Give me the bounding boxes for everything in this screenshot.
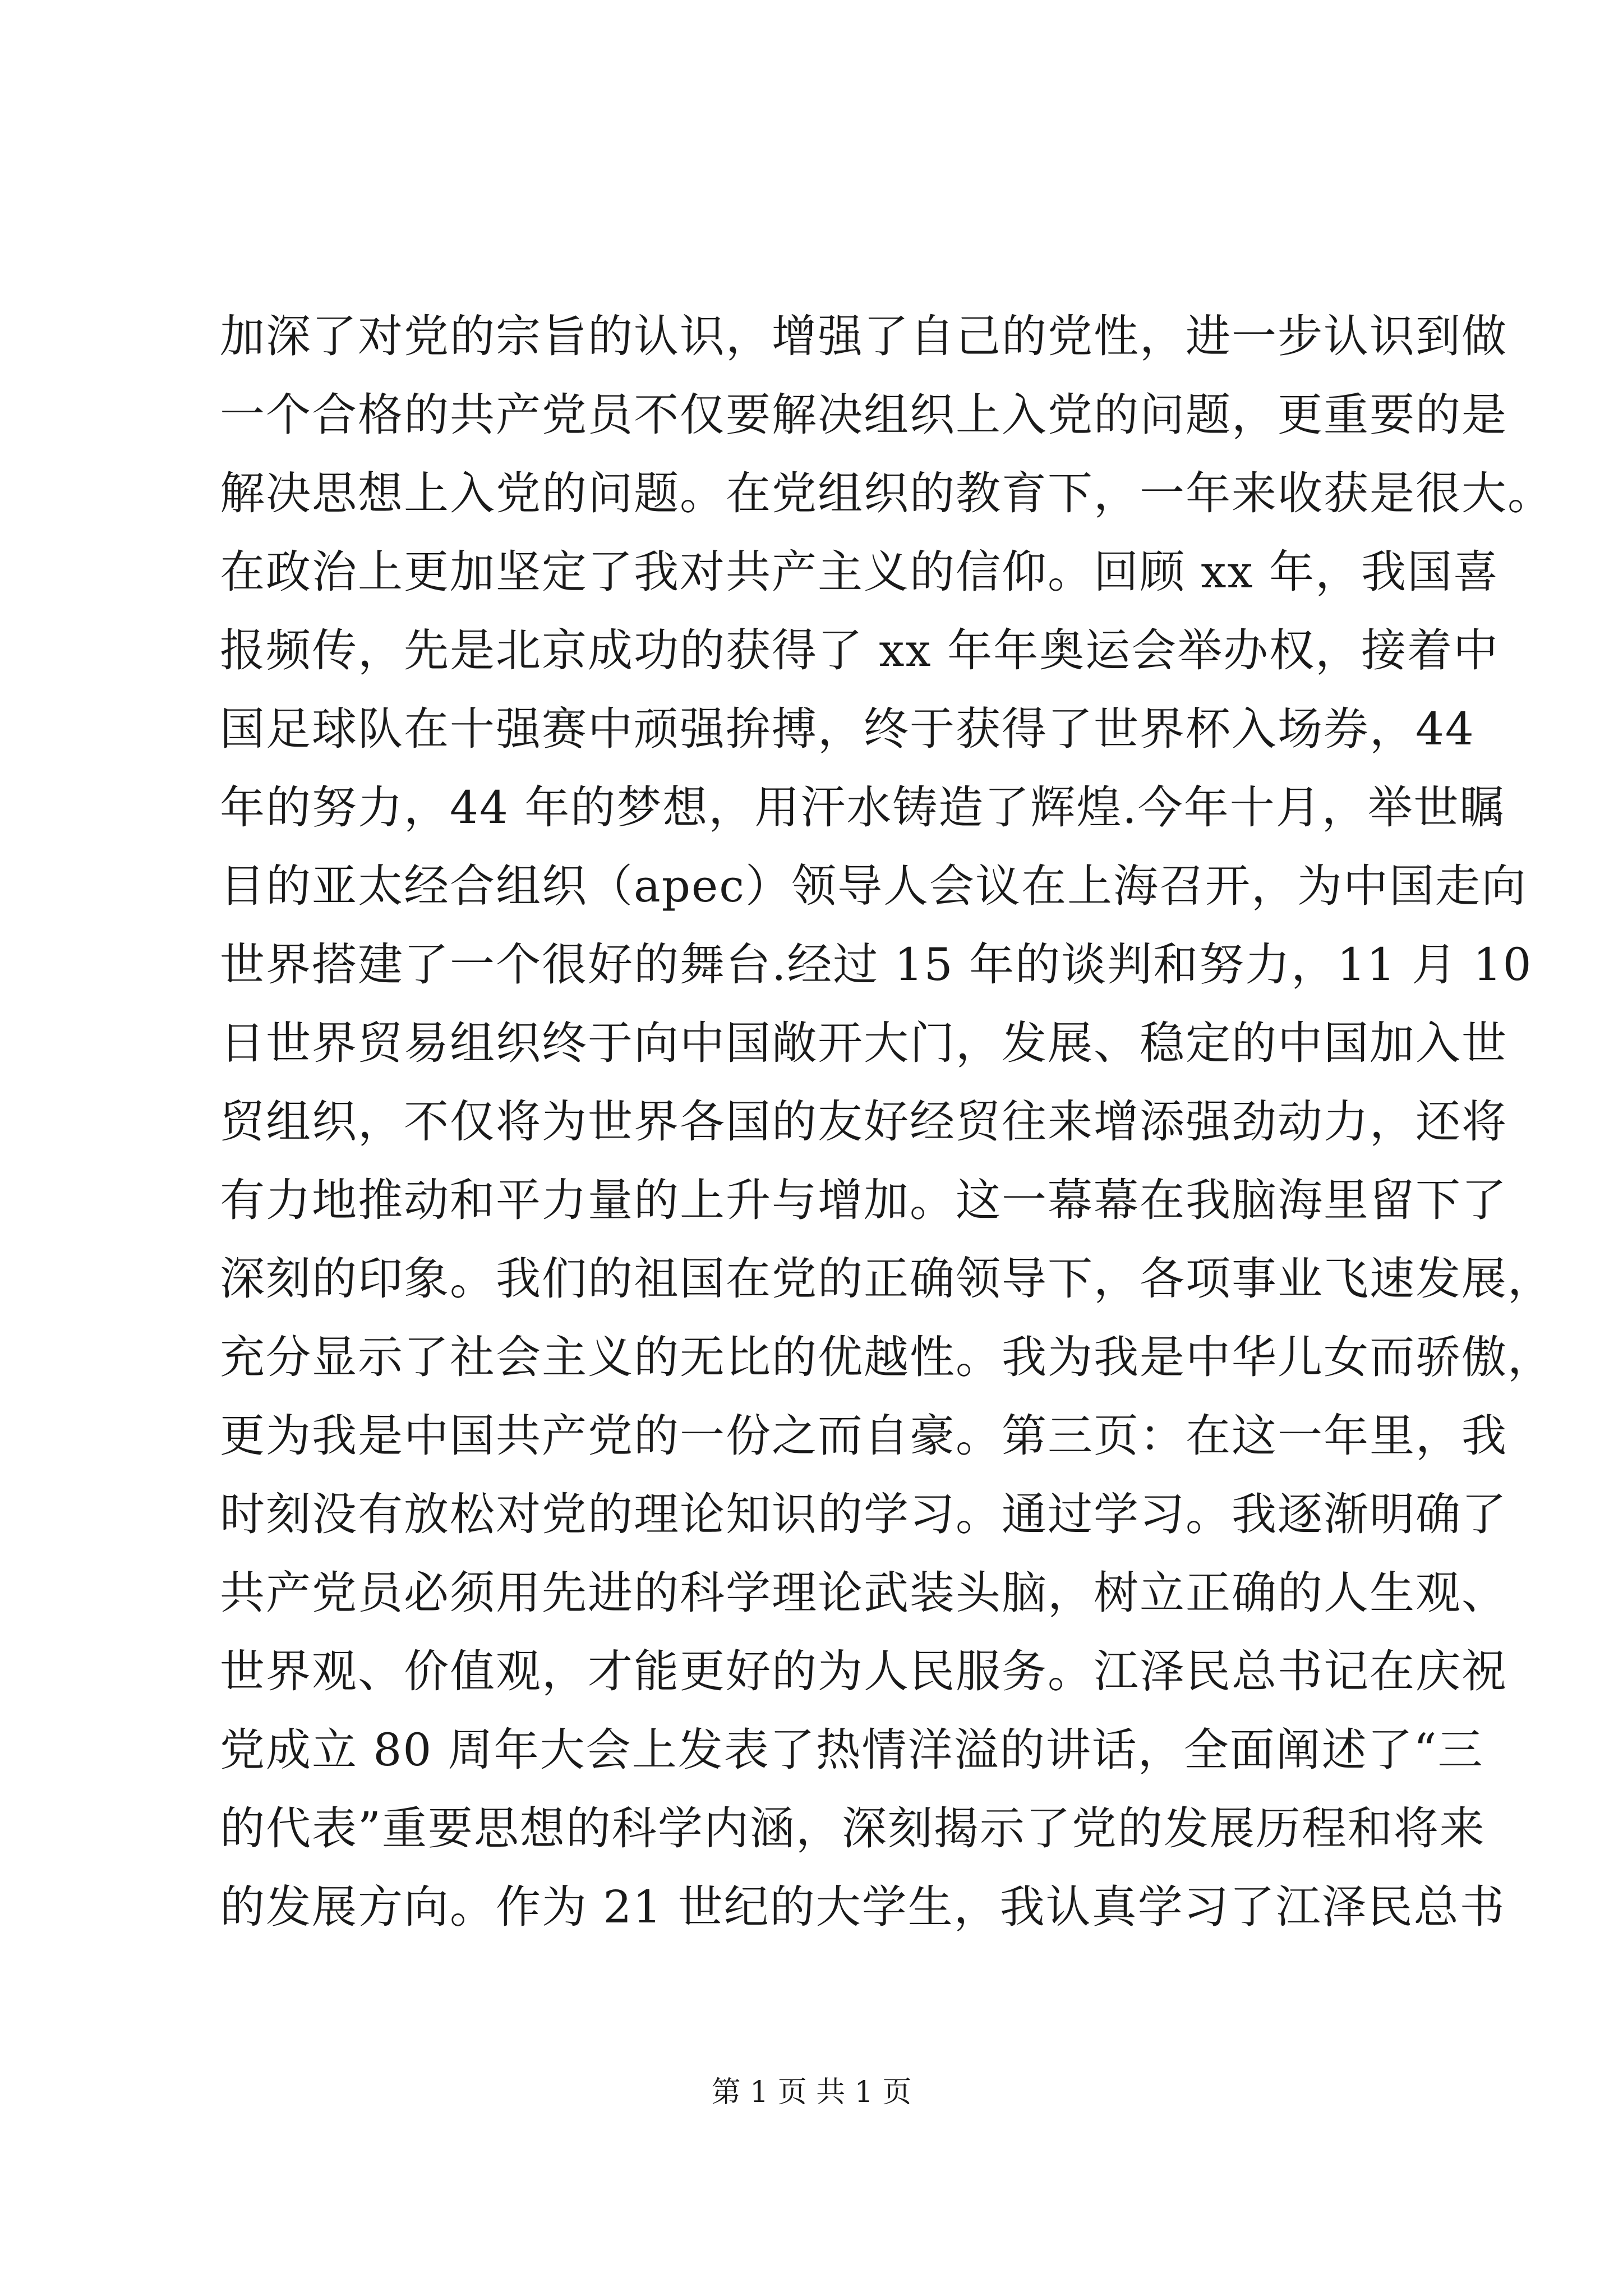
text-line: 在政治上更加坚定了我对共产主义的信仰。回顾 xx 年，我国喜 xyxy=(220,546,1500,598)
text-line: 有力地推动和平力量的上升与增加。这一幕幕在我脑海里留下了 xyxy=(220,1174,1507,1226)
body-text xyxy=(220,297,1553,1947)
page-footer xyxy=(0,2070,1623,2115)
text-line: 世界搭建了一个很好的舞台.经过 15 年的谈判和努力，11 月 10 xyxy=(220,938,1533,991)
text-line: 加深了对党的宗旨的认识，增强了自己的党性，进一步认识到做 xyxy=(220,310,1507,362)
text-line: 的代表”重要思想的科学内涵，深刻揭示了党的发展历程和将来 xyxy=(220,1802,1486,1855)
text-line: 的发展方向。作为 21 世纪的大学生，我认真学习了江泽民总书 xyxy=(220,1881,1506,1933)
text-line: 贸组织，不仅将为世界各国的友好经贸往来增添强劲动力，还将 xyxy=(220,1096,1507,1148)
text-line: 党成立 80 周年大会上发表了热情洋溢的讲话，全面阐述了“三 xyxy=(220,1724,1484,1776)
text-line: 解决思想上入党的问题。在党组织的教育下，一年来收获是很大。 xyxy=(220,467,1553,519)
text-line: 共产党员必须用先进的科学理论武装头脑，树立正确的人生观、 xyxy=(220,1567,1507,1619)
text-line: 世界观、价值观，才能更好的为人民服务。江泽民总书记在庆祝 xyxy=(220,1645,1507,1697)
text-line: 报频传，先是北京成功的获得了 xx 年年奥运会举办权，接着中 xyxy=(220,624,1500,677)
text-line: 一个合格的共产党员不仅要解决组织上入党的问题，更重要的是 xyxy=(220,389,1507,441)
text-line: 时刻没有放松对党的理论知识的学习。通过学习。我逐渐明确了 xyxy=(220,1488,1507,1540)
text-line: 深刻的印象。我们的祖国在党的正确领导下，各项事业飞速发展， xyxy=(220,1253,1553,1305)
text-line: 更为我是中国共产党的一份之而自豪。第三页：在这一年里，我 xyxy=(220,1410,1507,1462)
text-line: 日世界贸易组织终于向中国敞开大门，发展、稳定的中国加入世 xyxy=(220,1017,1507,1069)
text-line: 目的亚太经合组织（apec）领导人会议在上海召开，为中国走向 xyxy=(220,860,1528,912)
text-line: 国足球队在十强赛中顽强拚搏，终于获得了世界杯入场券，44 xyxy=(220,703,1475,755)
page-number: 第 1 页 共 1 页 xyxy=(711,2076,912,2109)
text-line: 年的努力，44 年的梦想，用汗水铸造了辉煌.今年十月，举世瞩 xyxy=(220,781,1506,834)
text-line: 充分显示了社会主义的无比的优越性。我为我是中华儿女而骄傲， xyxy=(220,1331,1553,1383)
